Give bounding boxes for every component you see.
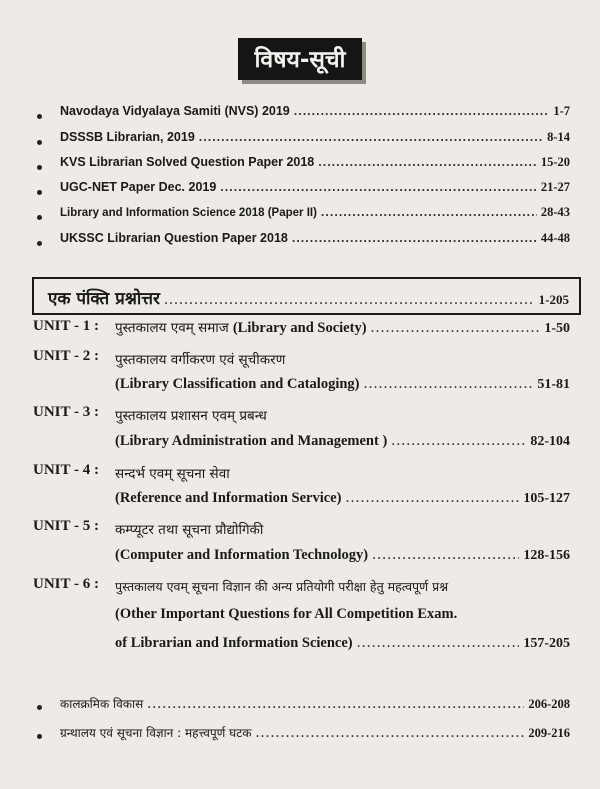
unit-3-hindi: पुस्तकालय प्रशासन एवम् प्रबन्ध: [115, 408, 267, 424]
unit-3-entry[interactable]: (Library Administration and Management ) ..... 82-104: [115, 432, 570, 450]
unit-4-hindi: सन्दर्भ एवम् सूचना सेवा: [115, 466, 230, 482]
unit-6-hindi: पुस्तकालय एवम् सूचना विज्ञान की अन्य प्रतियोगी परीक्षा हेतु महत्वपूर्ण प्रश्न: [115, 579, 449, 594]
toc-entry[interactable]: Navodaya Vidyalaya Samiti (NVS) 2019 ..... 1-7: [60, 104, 570, 119]
bullet-icon: [37, 734, 42, 739]
unit-1-label: UNIT - 1 :: [33, 318, 99, 334]
unit-2-label: UNIT - 2 :: [33, 348, 99, 364]
unit-5-label: UNIT - 5 :: [33, 518, 99, 534]
unit-6-entry[interactable]: of Librarian and Information Science) ..... 157-205: [115, 634, 570, 652]
bullet-icon: [37, 165, 42, 170]
section-heading-box: [32, 277, 581, 315]
unit-6-label: UNIT - 6 :: [33, 576, 99, 592]
page-title: विषय-सूची: [238, 38, 361, 80]
unit-4-label: UNIT - 4 :: [33, 462, 99, 478]
bullet-icon: [37, 190, 42, 195]
toc-entry[interactable]: UGC-NET Paper Dec. 2019 ..... 21-27: [60, 180, 570, 195]
unit-6-english-line1: (Other Important Questions for All Competition Exam.: [115, 606, 458, 622]
unit-3-label: UNIT - 3 :: [33, 404, 99, 420]
unit-5-hindi: कम्प्यूटर तथा सूचना प्रौद्योगिकी: [115, 522, 264, 538]
toc-entry[interactable]: UKSSC Librarian Question Paper 2018 ..... 44-48: [60, 231, 570, 246]
bullet-icon: [37, 215, 42, 220]
unit-2-entry[interactable]: (Library Classification and Cataloging) ..... 51-81: [115, 375, 570, 393]
unit-4-entry[interactable]: (Reference and Information Service) ..... 105-127: [115, 489, 570, 507]
bullet-icon: [37, 114, 42, 119]
toc-entry[interactable]: ग्रन्थालय एवं सूचना विज्ञान : महत्त्वपूर्ण घटक ..... 209-216: [60, 724, 570, 742]
bullet-icon: [37, 705, 42, 710]
toc-entry[interactable]: कालक्रमिक विकास ..... 206-208: [60, 695, 570, 713]
bullet-icon: [37, 241, 42, 246]
section-heading[interactable]: एक पंक्ति प्रश्नोत्तर ..... 1-205: [48, 286, 569, 309]
toc-entry[interactable]: KVS Librarian Solved Question Paper 2018 ..... 15-20: [60, 155, 570, 170]
unit-1-entry[interactable]: पुस्तकालय एवम् समाज (Library and Society) ..... 1-50: [115, 318, 570, 337]
unit-2-hindi: पुस्तकालय वर्गीकरण एवं सूचीकरण: [115, 352, 286, 368]
toc-entry[interactable]: Library and Information Science 2018 (Paper II) ..... 28-43: [60, 205, 570, 220]
toc-entry[interactable]: DSSSB Librarian, 2019 ..... 8-14: [60, 130, 570, 145]
bullet-icon: [37, 140, 42, 145]
unit-5-entry[interactable]: (Computer and Information Technology) ..... 128-156: [115, 546, 570, 564]
